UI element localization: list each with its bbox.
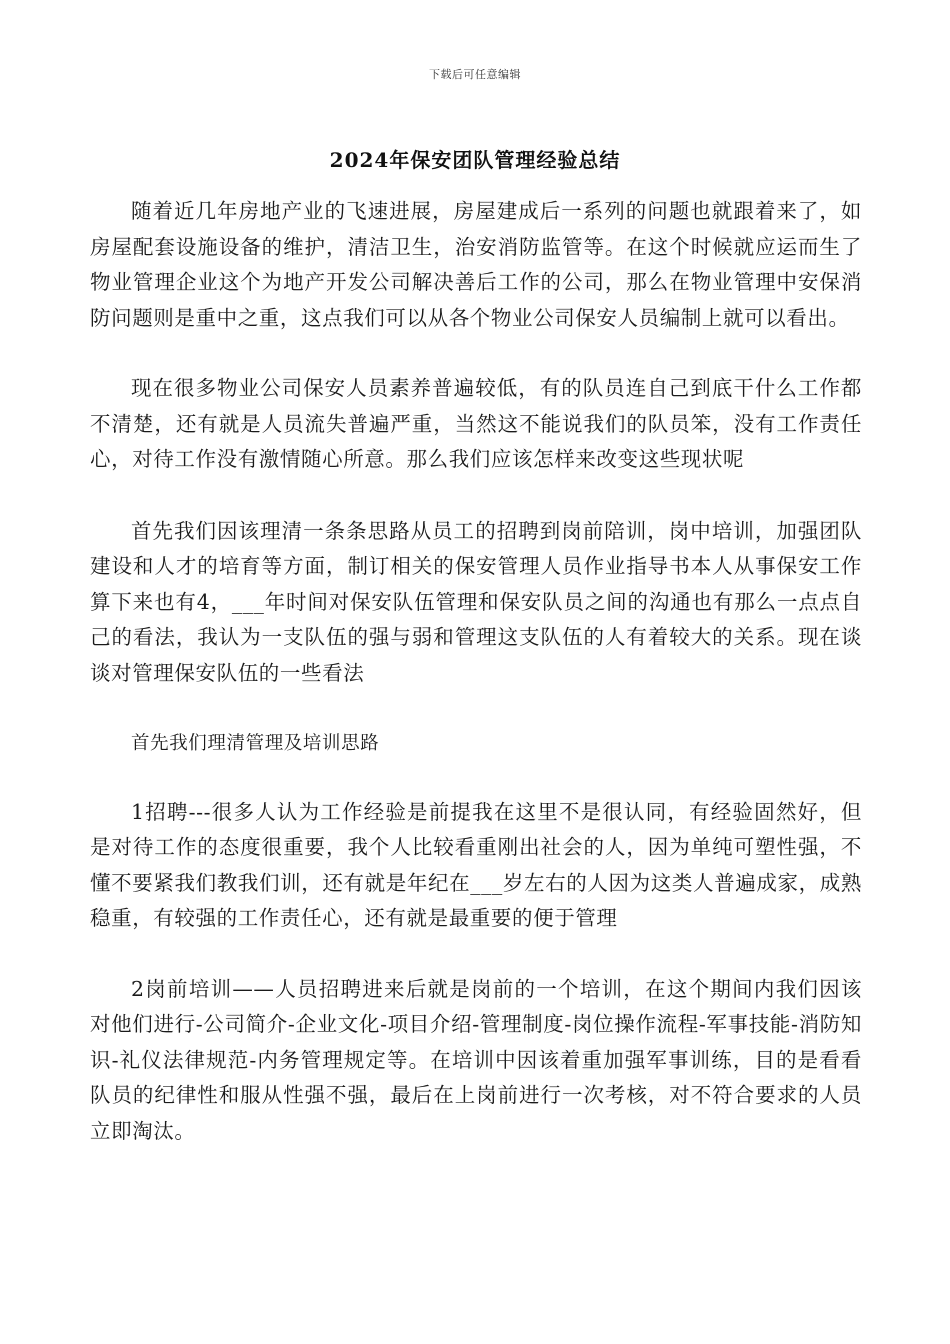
paragraph-pre-job-training: 2岗前培训——人员招聘进来后就是岗前的一个培训，在这个期间内我们因该对他们进行-公司简介-企业文化-项目介绍-管理制度-岗位操作流程-军事技能-消防知识-礼仪法律规范-内务管理规定等。在培训中因该着重加强军事训练，目的是看看队员的纪律性和服从性强不强，最后在上岗前进行一次考核，对不符合要求的人员立即淘汰。 <box>90 976 862 1143</box>
paragraph-approach: 首先我们因该理清一条条思路从员工的招聘到岗前陪训，岗中培训，加强团队建设和人才的培育等方面，制订相关的保安管理人员作业指导书本人从事保安工作算下来也有4，___年时间对保安队伍管理和保安队员之间的沟通也有那么一点点自己的看法，我认为一支队伍的强与弱和管理这支队伍的人有着较大的关系。现在谈谈对管理保安队伍的一些看法 <box>90 518 862 685</box>
paragraph-recruitment: 1招聘---很多人认为工作经验是前提我在这里不是很认同，有经验固然好，但是对待工作的态度很重要，我个人比较看重刚出社会的人，因为单纯可塑性强，不懂不要紧我们教我们训，还有就是年纪在___岁左右的人因为这类人普遍成家，成熟稳重，有较强的工作责任心，还有就是最重要的便于管理 <box>90 799 862 930</box>
document-title: 2024年保安团队管理经验总结 <box>329 148 621 172</box>
document-body <box>90 194 862 1149</box>
paragraph-current-situation: 现在很多物业公司保安人员素养普遍较低，有的队员连自己到底干什么工作都不清楚，还有就是人员流失普遍严重，当然这不能说我们的队员笨，没有工作责任心，对待工作没有激情随心所意。那么我们应该怎样来改变这些现状呢 <box>90 376 862 471</box>
header-note: 下载后可任意编辑 <box>429 68 521 81</box>
paragraph-intro: 随着近几年房地产业的飞速进展，房屋建成后一系列的问题也就跟着来了，如房屋配套设施设备的维护，清洁卫生，治安消防监管等。在这个时候就应运而生了物业管理企业这个为地产开发公司解决善后工作的公司，那么在物业管理中安保消防问题则是重中之重，这点我们可以从各个物业公司保安人员编制上就可以看出。 <box>90 199 862 330</box>
paragraph-section-heading: 首先我们理清管理及培训思路 <box>131 733 380 754</box>
